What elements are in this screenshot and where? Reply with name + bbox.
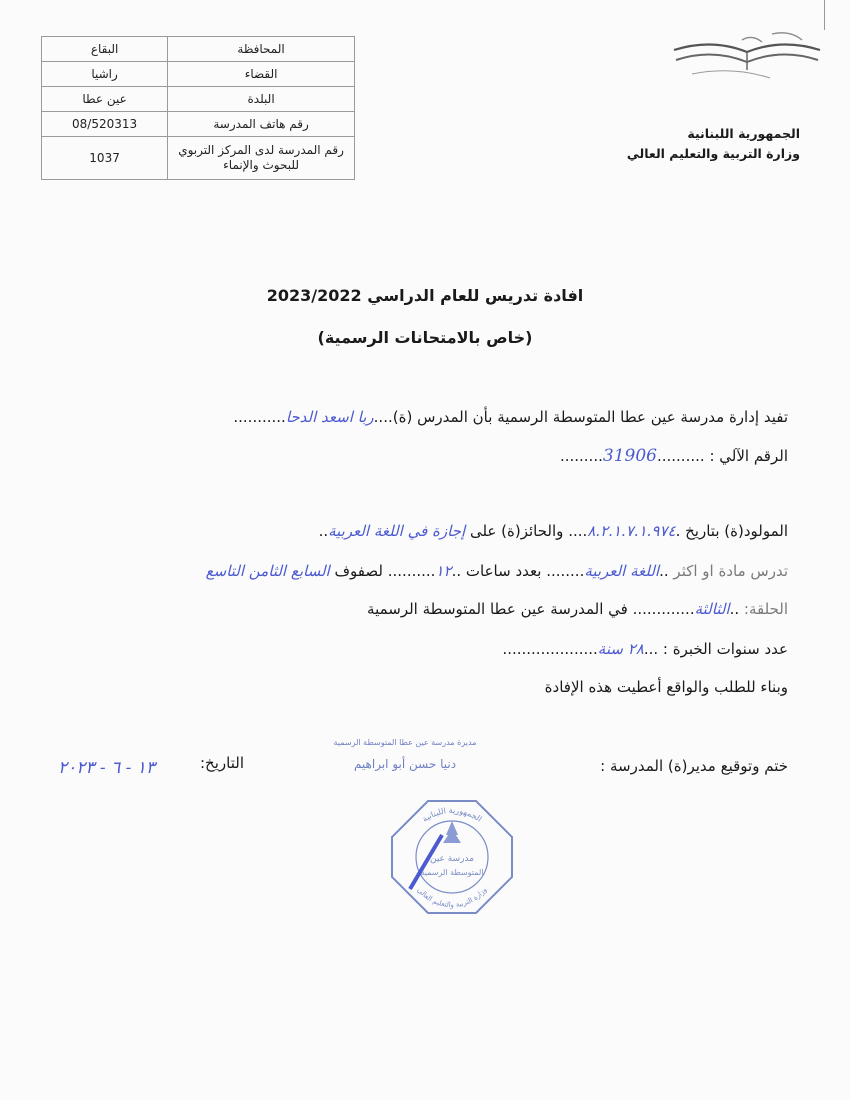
stamp-top-text: الجمهورية اللبنانية — [420, 805, 484, 824]
table-cell-value: عين عطا — [42, 87, 168, 112]
birth-date-handwritten: ٨.٢.١.٧.١.٩٧٤ — [587, 522, 676, 540]
subject-label: تدرس مادة او اكثر — [673, 562, 788, 580]
grades-handwritten: السابع الثامن التاسع — [205, 562, 330, 580]
subject-line: تدرس مادة او اكثر ..اللغة العربية........ بعدد ساعات ..١٢.......... لصفوف السابع الثامن التاسع — [205, 562, 788, 580]
table-cell-label: البلدة — [168, 87, 355, 112]
subject-handwritten: اللغة العربية — [584, 562, 660, 580]
table-row — [42, 87, 355, 112]
document-title: افادة تدريس للعام الدراسي 2023/2022 — [266, 286, 584, 305]
intro-line: تفيد إدارة مدرسة عين عطا المتوسطة الرسمية بأن المدرس (ة)....ربا اسعد الدحا........... — [233, 408, 788, 426]
school-phrase: في المدرسة عين عطا المتوسطة الرسمية — [367, 600, 628, 618]
document-subtitle: (خاص بالامتحانات الرسمية) — [317, 328, 533, 347]
principal-signature-block — [330, 738, 480, 771]
id-number-handwritten: 31906 — [602, 446, 657, 466]
school-info-table — [41, 36, 355, 180]
table-cell-label: رقم المدرسة لدى المركز التربوي للبحوث والإنماء — [168, 137, 355, 180]
degree-handwritten: إجازة في اللغة العربية — [328, 522, 466, 540]
holder-label: والحائز(ة) على — [469, 522, 564, 540]
republic-name: الجمهورية اللبنانية — [687, 126, 800, 141]
table-cell-value: البقاع — [42, 37, 168, 62]
table-cell-label: المحافظة — [168, 37, 355, 62]
table-cell-label: رقم هاتف المدرسة — [168, 112, 355, 137]
ministry-book-logo-icon — [672, 30, 822, 110]
scan-edge-mark — [824, 0, 825, 30]
teacher-name-handwritten: ربا اسعد الدحا — [285, 408, 374, 426]
ministry-name: وزارة التربية والتعليم العالي — [626, 146, 800, 161]
id-label: الرقم الآلي : — [709, 447, 788, 465]
hours-handwritten: ١٢ — [435, 562, 452, 580]
principal-title: مديرة مدرسة عين عطا المتوسطة الرسمية — [333, 738, 477, 747]
table-row — [42, 62, 355, 87]
stamp-center-line1: مدرسة عين — [429, 854, 475, 864]
cycle-line: الحلقة: ..الثالثة............. في المدرسة عين عطا المتوسطة الرسمية — [367, 600, 788, 618]
id-line: الرقم الآلي : ..........31906......... — [559, 446, 788, 466]
experience-line: عدد سنوات الخبرة : ...٢٨ سنة.................... — [502, 640, 788, 658]
born-label: المولود(ة) بتاريخ — [685, 522, 788, 540]
closing-text: وبناء للطلب والواقع أعطيت هذه الإفادة — [544, 678, 788, 696]
experience-label: عدد سنوات الخبرة : — [662, 640, 788, 658]
hours-label: بعدد ساعات — [465, 562, 542, 580]
svg-text:وزارة التربية والتعليم العالي — [416, 886, 489, 909]
experience-handwritten: ٢٨ سنة — [597, 640, 644, 658]
intro-text: تفيد إدارة مدرسة عين عطا المتوسطة الرسمية بأن المدرس (ة) — [392, 408, 788, 426]
table-cell-value: راشيا — [42, 62, 168, 87]
table-row — [42, 137, 355, 180]
closing-line — [545, 678, 788, 696]
grades-label: لصفوف — [334, 562, 383, 580]
signature-label: ختم وتوقيع مدير(ة) المدرسة : — [600, 757, 788, 775]
school-stamp-icon — [388, 797, 516, 917]
cycle-handwritten: الثالثة — [694, 600, 730, 618]
table-cell-label: القضاء — [168, 62, 355, 87]
date-handwritten: ١٣ - ٦ - ٢٠٢٣ — [58, 758, 156, 778]
stamp-bottom-text: وزارة التربية والتعليم العالي — [415, 885, 489, 910]
ministry-header — [627, 124, 800, 164]
principal-name: دنيا حسن أبو ابراهيم — [353, 757, 457, 771]
cycle-label: الحلقة: — [743, 600, 788, 618]
table-row — [42, 37, 355, 62]
birth-degree-line: المولود(ة) بتاريخ .٨.٢.١.٧.١.٩٧٤.... والحائز(ة) على إجازة في اللغة العربية.. — [318, 522, 788, 540]
date-label: التاريخ: — [200, 754, 244, 772]
table-cell-value: 1037 — [42, 137, 168, 180]
table-cell-value: 08/520313 — [42, 112, 168, 137]
stamp-center-line2: المتوسطة الرسمية — [420, 868, 484, 877]
table-row — [42, 112, 355, 137]
